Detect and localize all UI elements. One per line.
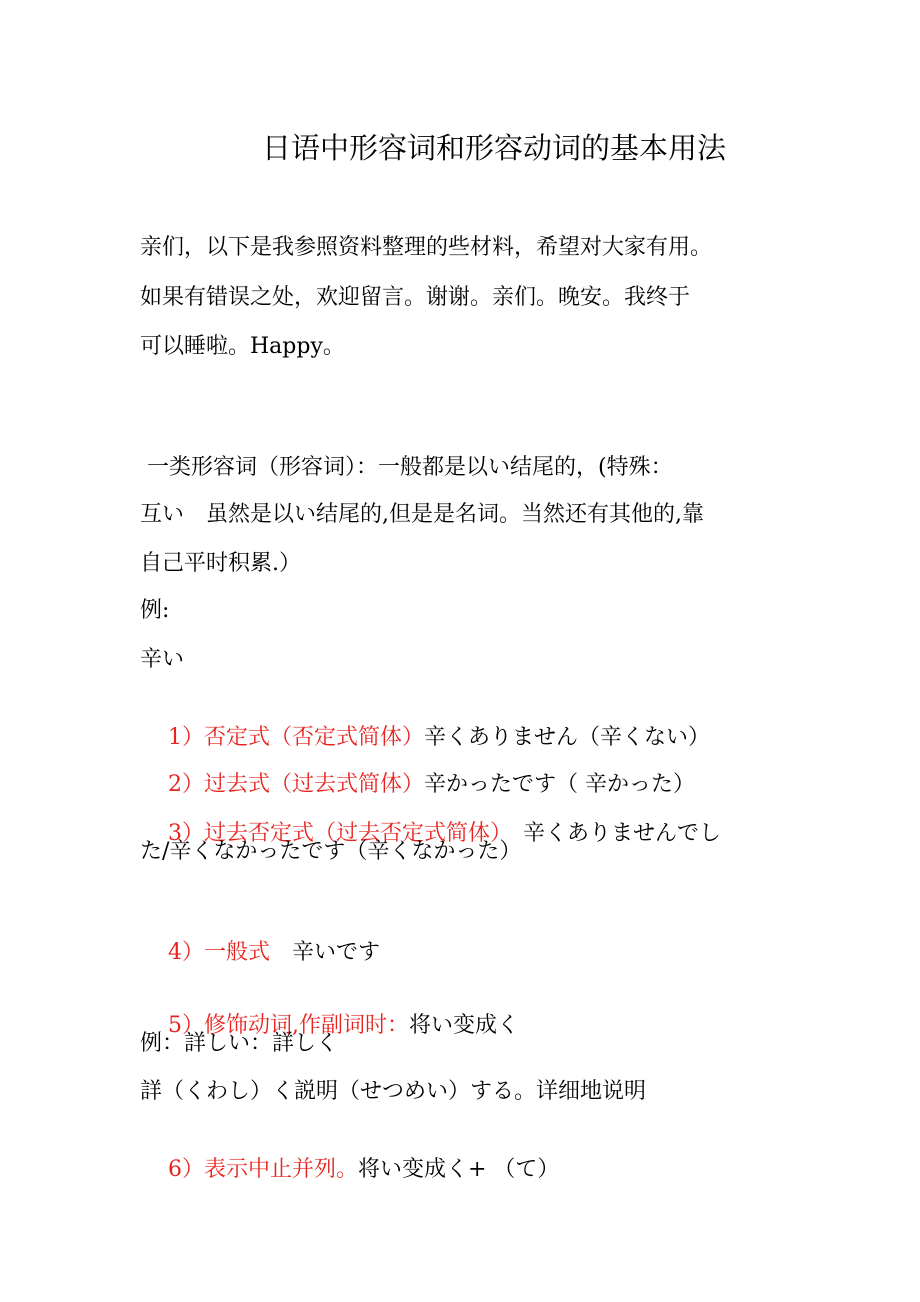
form-5-text: 将い变成く xyxy=(408,1013,519,1038)
form-1-label: 1）否定式（否定式简体） xyxy=(167,725,424,750)
form-3-label: 3）过去否定式（过去否定式简体） xyxy=(167,821,501,846)
section1-line-3: 自己平时积累.） xyxy=(140,551,301,576)
form-6-label: 6）表示中止并列。 xyxy=(167,1157,358,1182)
form-3-continuation: た/辛くなかったです（辛くなかった） xyxy=(140,839,522,864)
form-2-label: 2）过去式（过去式简体） xyxy=(167,772,424,797)
intro-line-1: 亲们，以下是我参照资料整理的些材料，希望对大家有用。 xyxy=(140,235,713,260)
form-6-line xyxy=(140,1125,559,1215)
form-5-label: 5）修饰动词,作副词时： xyxy=(167,1013,409,1038)
form-5-example: 例：詳しい：詳しく xyxy=(140,1031,339,1056)
page-title: 日语中形容词和形容动词的基本用法 xyxy=(262,131,727,165)
form-3-text: 辛くありませんでし xyxy=(500,821,721,846)
form-4-label: 4）一般式 xyxy=(167,940,270,965)
section1-line-1: 一类形容词（形容词）：一般都是以い结尾的，(特殊： xyxy=(140,455,673,480)
form-4-text: 辛いです xyxy=(269,940,380,965)
example-word: 辛い xyxy=(140,647,185,672)
form-6-text: 将い变成く+ （て） xyxy=(357,1157,560,1182)
form-5-sentence: 詳（くわし）く説明（せつめい）する。详细地说明 xyxy=(140,1079,647,1104)
intro-line-2: 如果有错误之处，欢迎留言。谢谢。亲们。晚安。我终于 xyxy=(140,285,691,310)
section1-line-2: 互い 虽然是以い结尾的,但是是名词。当然还有其他的,靠 xyxy=(140,502,704,527)
example-label: 例: xyxy=(140,598,170,623)
form-1-text: 辛くありません（辛くない） xyxy=(423,725,710,750)
intro-line-3: 可以睡啦。Happy。 xyxy=(140,334,345,359)
form-2-text: 辛かったです（ 辛かった） xyxy=(423,772,695,797)
